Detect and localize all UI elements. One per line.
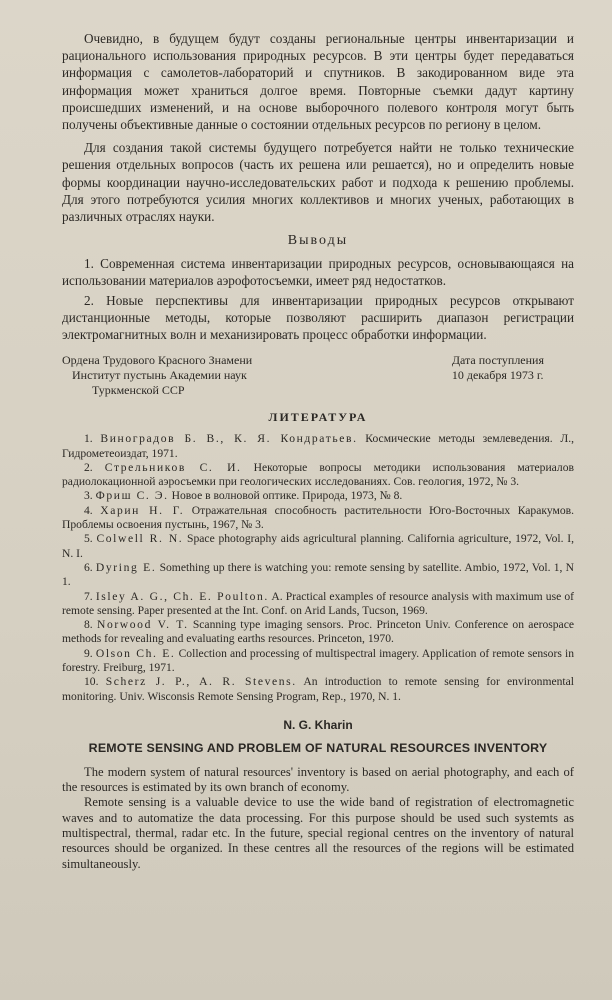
reference-authors: Стрельников С. И. [104,460,242,474]
reference-text: Космические методы землеведения. Л., Гидрометеоиздат, 1971. [62,432,574,460]
received-date: 10 декабря 1973 г. [451,368,544,383]
reference-authors: Olson Ch. E. [95,646,176,660]
reference-text: Collection and processing of multispectral imagery. Application of remote sensors in forestry. Freiburg, 1971. [62,646,574,674]
reference-number: 4. [84,503,93,517]
reference-item [62,432,574,461]
reference-item [62,675,574,704]
reference-authors: Харин Н. Г. [100,503,185,517]
reference-authors: Dyring E. [95,560,157,574]
reference-number: 10. [84,675,99,689]
conclusion-2: 2. Новые перспективы для инвентаризации природных ресурсов открывают дистанционные методы, которые позволяют расширить диапазон регистрации электромагнитных волн и механизировать процесс обработки информации. [62,292,574,343]
summary-author: N. G. Kharin [283,717,353,732]
institution [62,353,252,398]
reference-item [62,647,574,676]
reference-authors: Фриш С. Э. [95,489,169,503]
reference-text: Scanning type imaging sensors. Proc. Princeton Univ. Conference on aerospace methods for revealing and evaluating earths resources. Princeton, 1970. [62,618,574,646]
reference-text: A. Practical examples of resource analysis with maximum use of remote sensing. Paper presented at the Int. Conf. on Arid Lands, Tucson, 1969. [62,589,575,617]
reference-text: Space photography aids agricultural planning. California agriculture, 1972, Vol. I, N. I. [62,532,574,560]
reference-item [62,618,574,647]
reference-list [62,432,574,704]
reference-number: 1. [84,432,93,446]
reference-authors: Виноградов Б. В., К. Я. Кондратьев. [100,432,358,446]
institution-line-2: Институт пустынь Академии наук [72,368,247,383]
reference-text: Новое в волновой оптике. Природа, 1973, № 8. [168,489,403,503]
reference-text: Something up there is watching you: remote sensing by satellite. Ambio, 1972, Vol. 1, N 1. [62,560,575,589]
affiliation-block [62,353,574,398]
conclusions-heading: Выводы [287,233,349,249]
reference-text: Некоторые вопросы методики использования материалов радиолокационной аэросъемки при геологических исследованиях. Сов. геология, 1972, № 3. [62,460,574,489]
reference-authors: Isley A. G., Ch. E. Poulton. [95,589,269,603]
summary-paragraph-2: Remote sensing is a valuable device to use the wide band of registration of electromagnetic waves and to automatize the data processing. For this purpose should be used such systemts as multispectral, thermal, radar etc. In the future, special regional centres on the inventory of natural resources should be organized. In these centres all the resources of the regions will be estimated simultaneously. [62,795,574,871]
reference-item [62,532,574,561]
reference-number: 5. [84,532,93,546]
received-label: Дата поступления [451,353,544,368]
summary-paragraph-1: The modern system of natural resources' inventory is based on aerial photography, and each of the resources is estimated by its own branch of economy. [62,764,574,795]
body-paragraph-1: Очевидно, в будущем будут созданы региональные центры инвентаризации и рационального использования природных ресурсов. В эти центры будет передаваться информация с самолетов-лабораторий и спутников. В закодированном виде эта информация может храниться долгое время. Повторные съемки дадут картину происшедших изменений, и на основе выборочного полевого контроля могут быть получены объективные данные о состоянии отдельных ресурсов по региону в целом. [62,31,574,133]
reference-number: 7. [84,589,93,603]
conclusion-1: 1. Современная система инвентаризации природных ресурсов, основывающаяся на использовании материалов аэрофотосъемки, имеет ряд недостатков. [62,256,574,289]
reference-item [62,561,574,590]
reference-authors: Scherz J. P., A. R. Stevens. [105,675,297,689]
reference-number: 6. [84,560,93,574]
reference-authors: Colwell R. N. [96,532,184,546]
reference-item [62,489,574,503]
summary-title: REMOTE SENSING AND PROBLEM OF NATURAL RESOURCES INVENTORY [88,740,548,755]
reference-authors: Norwood V. T. [96,618,189,632]
reference-item [62,461,574,490]
received-date-block [452,353,574,398]
reference-item [62,504,574,533]
institution-line-1: Ордена Трудового Красного Знамени [62,353,253,368]
institution-line-3: Туркменской ССР [92,383,185,398]
reference-number: 2. [84,460,93,474]
reference-number: 8. [84,618,93,632]
reference-item [62,590,574,619]
reference-number: 3. [84,489,93,503]
reference-text: Отражательная способность растительности Юго-Восточных Каракумов. Проблемы освоения пустынь, 1967, № 3. [62,503,574,532]
body-paragraph-2: Для создания такой системы будущего потребуется найти не только технические решения отдельных вопросов (часть их решена или решается), но и определить новые формы координации научно-исследовательских работ и подхода к решению проблемы. Для этого потребуются усилия многих коллективов и многих ученых, работающих в различных отраслях науки. [62,140,574,225]
references-heading: ЛИТЕРАТУРА [268,410,368,425]
reference-text: An introduction to remote sensing for environmental monitoring. Univ. Wisconsis Remote Sensing Program, Rep., 1970, N. 1. [62,675,574,703]
reference-number: 9. [84,646,93,660]
